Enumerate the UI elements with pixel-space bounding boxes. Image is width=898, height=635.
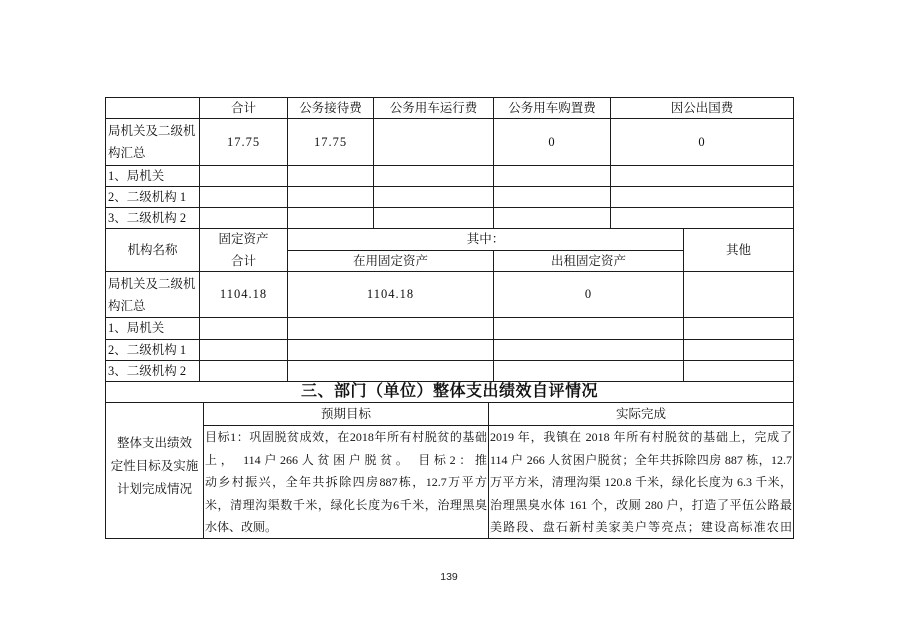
- expense-summary-overseas: 0: [610, 118, 794, 166]
- actual-completion-line: 2019 年，我镇在 2018 年所有村脱贫的基础上，完成了: [490, 430, 792, 444]
- expected-goals-text: [203, 425, 489, 539]
- expense-summary-label-cell: [105, 118, 200, 166]
- expense-row-cell: [287, 207, 374, 229]
- asset-summary-other: [683, 271, 794, 318]
- expected-goals-line: 目标1：巩固脱贫成效，在2018年所有村脱贫的基础: [205, 430, 487, 444]
- expense-row-label: 3、二级机构 2: [105, 207, 200, 229]
- section-title: 三、部门（单位）整体支出绩效自评情况: [105, 381, 794, 403]
- performance-row-label-line-1: 整体支出绩效: [116, 436, 192, 450]
- expense-row-cell: [493, 186, 611, 208]
- expense-row-cell: [610, 186, 794, 208]
- performance-row-label: [111, 432, 199, 501]
- asset-header-leased: 出租固定资产: [493, 250, 684, 272]
- asset-header-of-which: 其中：: [287, 228, 684, 251]
- expense-row-label: 1、局机关: [105, 165, 200, 187]
- expense-header-reception: 公务接待费: [287, 97, 374, 119]
- expense-summary-reception: 17.75: [287, 118, 374, 166]
- expense-summary-total: 17.75: [199, 118, 288, 166]
- asset-header-fixed-assets-total-line-1: 固定资产: [218, 232, 269, 246]
- asset-summary-label: [108, 273, 196, 317]
- asset-row-cell: [493, 339, 684, 361]
- expense-header-vehicle-operation: 公务用车运行费: [373, 97, 494, 119]
- expense-summary-label-line-1: 局机关及二级机: [108, 124, 196, 138]
- expense-row-cell: [199, 186, 288, 208]
- actual-completion-line: 治理黑臭水体 161 个，改厕 280 户，打造了平伍公路最: [490, 497, 792, 512]
- page-number: 139: [440, 571, 458, 583]
- asset-header-fixed-assets-total-line-2: 合计: [230, 254, 256, 268]
- asset-summary-in-use: 1104.18: [287, 271, 494, 318]
- expense-row-cell: [287, 186, 374, 208]
- asset-summary-label-line-1: 局机关及二级机: [108, 276, 196, 291]
- asset-header-org-name: 机构名称: [105, 228, 200, 272]
- expected-goals-line: 动乡村振兴，全年共拆除四房887栋，12.7万平方: [205, 475, 487, 489]
- expense-row-cell: [610, 165, 794, 187]
- expense-header-vehicle-purchase: 公务用车购置费: [493, 97, 611, 119]
- expected-goals-line: 上， 114户266人贫困户脱贫。 目标2：推: [205, 452, 487, 467]
- expense-header-blank-cell: [105, 97, 200, 119]
- performance-row-label-cell: [105, 402, 204, 539]
- asset-row-label: 2、二级机构 1: [105, 339, 200, 361]
- asset-summary-label-line-2: 构汇总: [108, 298, 146, 313]
- asset-row-label: 3、二级机构 2: [105, 360, 200, 382]
- asset-row-cell: [683, 339, 794, 361]
- asset-row-cell: [199, 339, 288, 361]
- asset-header-other: 其他: [683, 228, 794, 272]
- expense-summary-vehicle-operation: [373, 118, 494, 166]
- expense-summary-vehicle-purchase: 0: [493, 118, 611, 166]
- expense-summary-label: [108, 120, 196, 164]
- expected-goals-line: 水体、改厕。: [205, 520, 278, 534]
- asset-row-cell: [199, 360, 288, 382]
- actual-completion-line: 美路段、盘石新村美家美户等亮点；建设高标准农田: [490, 520, 792, 534]
- asset-summary-label-cell: [105, 271, 200, 318]
- expense-summary-label-line-2: 构汇总: [108, 146, 146, 160]
- asset-row-cell: [287, 339, 494, 361]
- expense-row-label: 2、二级机构 1: [105, 186, 200, 208]
- actual-completion-line: 万平方米，清理沟渠 120.8 千米，绿化长度为 6.3 千米，: [490, 475, 792, 489]
- asset-row-cell: [493, 360, 684, 382]
- expense-row-cell: [373, 165, 494, 187]
- asset-summary-total: 1104.18: [199, 271, 288, 318]
- expense-row-cell: [373, 186, 494, 208]
- asset-row-cell: [683, 317, 794, 340]
- expense-row-cell: [610, 207, 794, 229]
- performance-row-label-line-2: 定性目标及实施: [110, 459, 199, 473]
- expense-row-cell: [373, 207, 494, 229]
- asset-header-in-use: 在用固定资产: [287, 250, 494, 272]
- expense-row-cell: [493, 207, 611, 229]
- asset-header-fixed-assets-total: [218, 228, 268, 272]
- asset-row-cell: [199, 317, 288, 340]
- expected-goals-line: 米，清理沟渠数千米，绿化长度为6千米，治理黑臭: [205, 497, 487, 512]
- expense-header-overseas: 因公出国费: [610, 97, 794, 119]
- performance-row-label-line-3: 计划完成情况: [116, 482, 192, 496]
- actual-completion-header: 实际完成: [488, 402, 794, 426]
- expense-row-cell: [199, 165, 288, 187]
- asset-summary-leased: 0: [493, 271, 684, 318]
- expense-row-cell: [493, 165, 611, 187]
- asset-row-cell: [287, 317, 494, 340]
- asset-row-label: 1、局机关: [105, 317, 200, 340]
- asset-header-fixed-assets-total-cell: [199, 228, 288, 272]
- expense-header-total: 合计: [199, 97, 288, 119]
- asset-row-cell: [683, 360, 794, 382]
- expected-goals-header: 预期目标: [203, 402, 489, 426]
- actual-completion-text: [488, 425, 794, 539]
- actual-completion-line: 114 户 266 人贫困户脱贫；全年共拆除四房 887 栋，12.7: [490, 452, 792, 467]
- expense-row-cell: [199, 207, 288, 229]
- asset-row-cell: [287, 360, 494, 382]
- expense-row-cell: [287, 165, 374, 187]
- asset-row-cell: [493, 317, 684, 340]
